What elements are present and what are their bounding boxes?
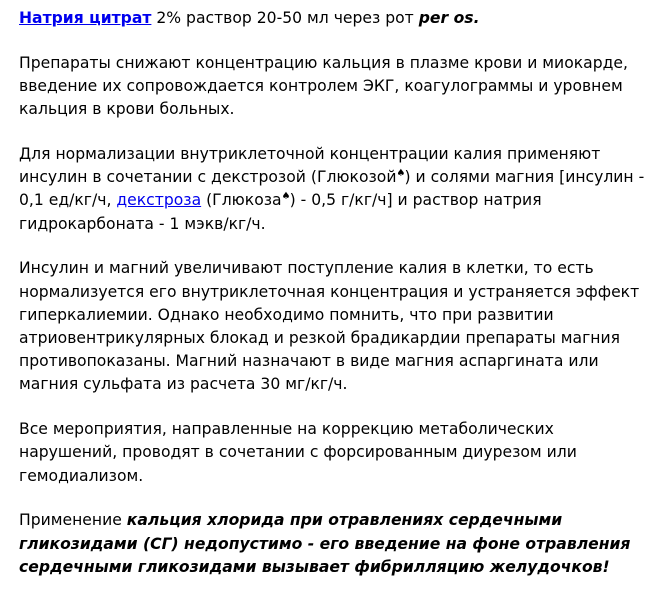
spade-mark-icon: ♠ [281, 191, 291, 203]
paragraph-sodium-citrate [19, 7, 651, 30]
paragraph-calcium-reduction: Препараты снижают концентрацию кальция в плазме крови и миокарде, введение их сопровождается контролем ЭКГ, коагулограммы и уровнем кальция в крови больных. [19, 53, 628, 119]
potassium-text-2: ) и солями магния [инсулин - 0,1 ед/кг/ч, [19, 168, 645, 210]
sodium-citrate-dose: 2% раствор 20-50 мл через рот [151, 9, 419, 27]
paragraph-potassium-normalization [19, 143, 651, 236]
sodium-citrate-link[interactable]: Натрия цитрат [19, 9, 152, 27]
dextrose-link[interactable]: декстроза [116, 191, 202, 210]
paragraph-calcium-chloride-warning [19, 509, 651, 579]
potassium-text-4: ) - 0,5 г/кг/ч] и раствор натрия гидрокарбоната - 1 мэкв/кг/ч. [19, 191, 542, 233]
per-os-emphasis: per os. [418, 9, 480, 27]
potassium-text-3: (Глюкоза [201, 191, 282, 210]
calcium-chloride-warning: кальция хлорида при отравлениях сердечными гликозидами (СГ) недопустимо - его введение на фоне отравления сердечными гликозидами вызывает фибрилляцию желудочков! [19, 511, 631, 576]
document-body [19, 7, 651, 601]
paragraph-insulin-magnesium: Инсулин и магний увеличивают поступление калия в клетки, то есть нормализуется его внутриклеточная концентрация и устраняется эффект гиперкалиемии. Однако необходимо помнить, что при развитии атриовентрикулярных блокад и резкой брадикардии препараты магния противопоказаны. Магний назначают в виде магния аспаргината или магния сульфата из расчета 30 мг/кг/ч. [19, 259, 640, 394]
potassium-text-1: Для нормализации внутриклеточной концентрации калия применяют инсулин в сочетании с декстрозой (Глюкозой [19, 145, 601, 187]
spade-mark-icon: ♠ [396, 168, 406, 180]
paragraph-forced-diuresis: Все мероприятия, направленные на коррекцию метаболических нарушений, проводят в сочетании с форсированным диурезом или гемодиализом. [19, 420, 577, 485]
warning-intro: Применение [19, 511, 127, 530]
